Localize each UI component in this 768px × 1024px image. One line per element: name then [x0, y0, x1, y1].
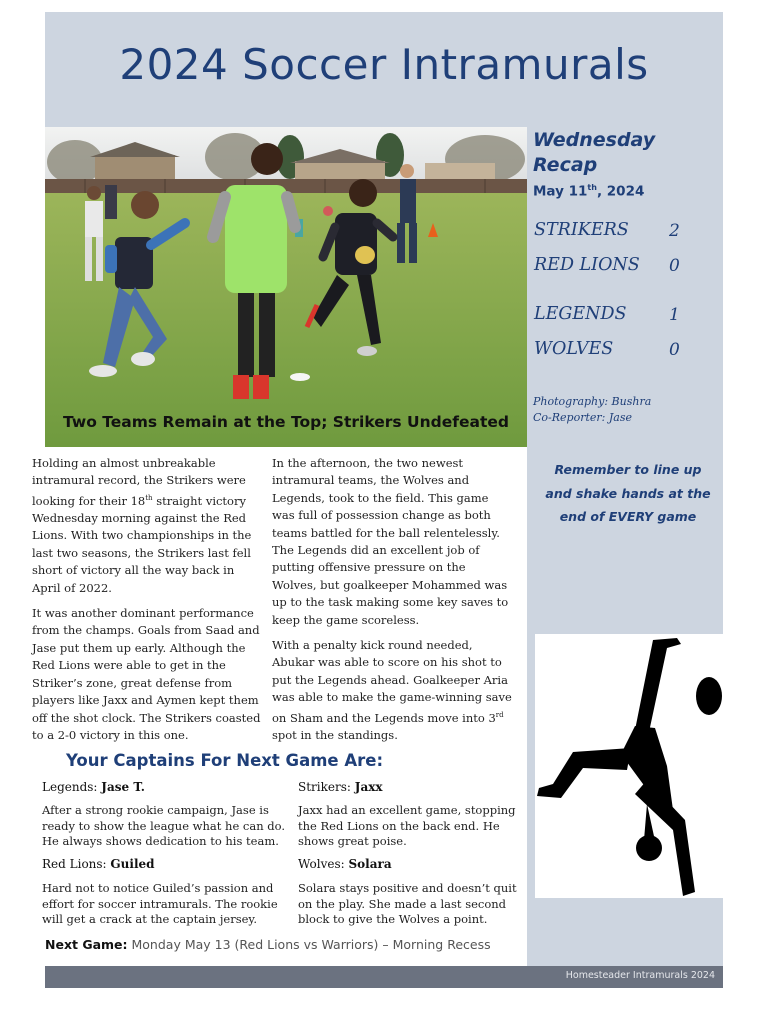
result-score-wolves: 0 [669, 340, 680, 360]
captain-team: Strikers: [298, 780, 351, 794]
captain-team: Red Lions: [42, 857, 107, 871]
captain-name: Guiled [110, 857, 155, 871]
captain-name: Jaxx [354, 780, 383, 794]
handshake-reminder: Remember to line up and shake hands at the end of EVERY game [545, 462, 711, 524]
article-text: With a penalty kick round needed, Abukar was able to score on his shot to put the Legends ahead. Goalkeeper Aria was able to make the game-winning save on Sham and the Legends move into 3 [272, 638, 512, 725]
photo-illustration [45, 127, 527, 447]
captain-wolves-label [298, 857, 392, 871]
co-reporter-credit: Co-Reporter: Jase [533, 411, 632, 424]
recap-sidebar [527, 127, 723, 634]
captain-strikers-text: Jaxx had an excellent game, stopping the Red Lions on the back end. He shows great poise. [298, 803, 516, 849]
date-prefix: May 11 [533, 183, 588, 200]
result-team-wolves: WOLVES [534, 339, 614, 359]
captains-heading: Your Captains For Next Game Are: [66, 751, 384, 770]
result-team-strikers: STRIKERS [534, 220, 629, 240]
result-team-red-lions: RED LIONS [534, 255, 640, 275]
next-game [45, 937, 491, 952]
photo-caption: Two Teams Remain at the Top; Strikers Undefeated [63, 413, 509, 431]
captain-team: Legends: [42, 780, 98, 794]
photography-credit: Photography: Bushra [533, 395, 652, 408]
captain-team: Wolves: [298, 857, 345, 871]
date-year: , 2024 [596, 183, 645, 200]
article-superscript: rd [495, 710, 504, 719]
result-score-strikers: 2 [669, 221, 680, 241]
next-game-label: Next Game: [45, 937, 128, 952]
player-silhouette-icon [535, 634, 723, 898]
header-banner [45, 12, 723, 127]
captain-legends-text: After a strong rookie campaign, Jase is ready to show the league what he can do. He always shows dedication to his team. [42, 803, 286, 849]
recap-date [533, 183, 644, 200]
article-paragraph [272, 637, 512, 744]
article-superscript: th [145, 493, 153, 502]
recap-title [533, 128, 655, 178]
credits [533, 394, 651, 426]
article-text: straight victory Wednesday morning against the Red Lions. With two championships in the last two seasons, the Strikers last fell short of victory all the way back in April of 2022. [32, 493, 252, 595]
captain-red-lions-label [42, 857, 155, 871]
article-paragraph: It was another dominant performance from the champs. Goals from Saad and Jase put them up early. Although the Red Lions were able to get in the Striker’s zone, great defense from players like Jaxx and Aymen kept them off the shot clock. The Strikers coasted to a 2-0 victory in this one. [32, 606, 261, 742]
soccer-photo [45, 127, 527, 447]
result-score-red-lions: 0 [669, 256, 680, 276]
captain-legends-label [42, 780, 145, 794]
recap-title-line1: Wednesday [533, 129, 656, 151]
article-paragraph [32, 455, 264, 597]
captain-name: Jase T. [101, 780, 145, 794]
article-column-2 [272, 455, 512, 752]
next-game-details: Monday May 13 (Red Lions vs Warriors) – Morning Recess [127, 937, 491, 952]
captain-strikers-label [298, 780, 383, 794]
page-title: 2024 Soccer Intramurals [119, 40, 649, 89]
result-score-legends: 1 [669, 305, 680, 325]
captain-name: Solara [348, 857, 392, 871]
article-column-1 [32, 455, 264, 752]
article-text: Holding an almost unbreakable intramural record, the Strikers were looking for their 18 [32, 456, 246, 508]
result-team-legends: LEGENDS [534, 304, 627, 324]
captain-red-lions-text: Hard not to notice Guiled’s passion and effort for soccer intramurals. The rookie will get a crack at the captain jersey. [42, 881, 278, 927]
captain-wolves-text: Solara stays positive and doesn’t quit on the play. She made a last second block to give the Wolves a point. [298, 881, 517, 927]
recap-title-line2: Recap [533, 154, 598, 176]
date-suffix: th [587, 183, 597, 192]
footer-bar [45, 966, 723, 988]
article-paragraph: In the afternoon, the two newest intramural teams, the Wolves and Legends, took to the field. This game was full of possession change as both teams battled for the ball relentelessly. The Legends did an excellent job of putting offensive pressure on the Wolves, but goalkeeper Mohammed was up to the task making some key saves to keep the game scoreless. [272, 456, 509, 627]
article-text: spot in the standings. [272, 727, 398, 742]
footer-text: Homesteader Intramurals 2024 [565, 970, 715, 981]
bicycle-kick-illustration [535, 634, 723, 898]
